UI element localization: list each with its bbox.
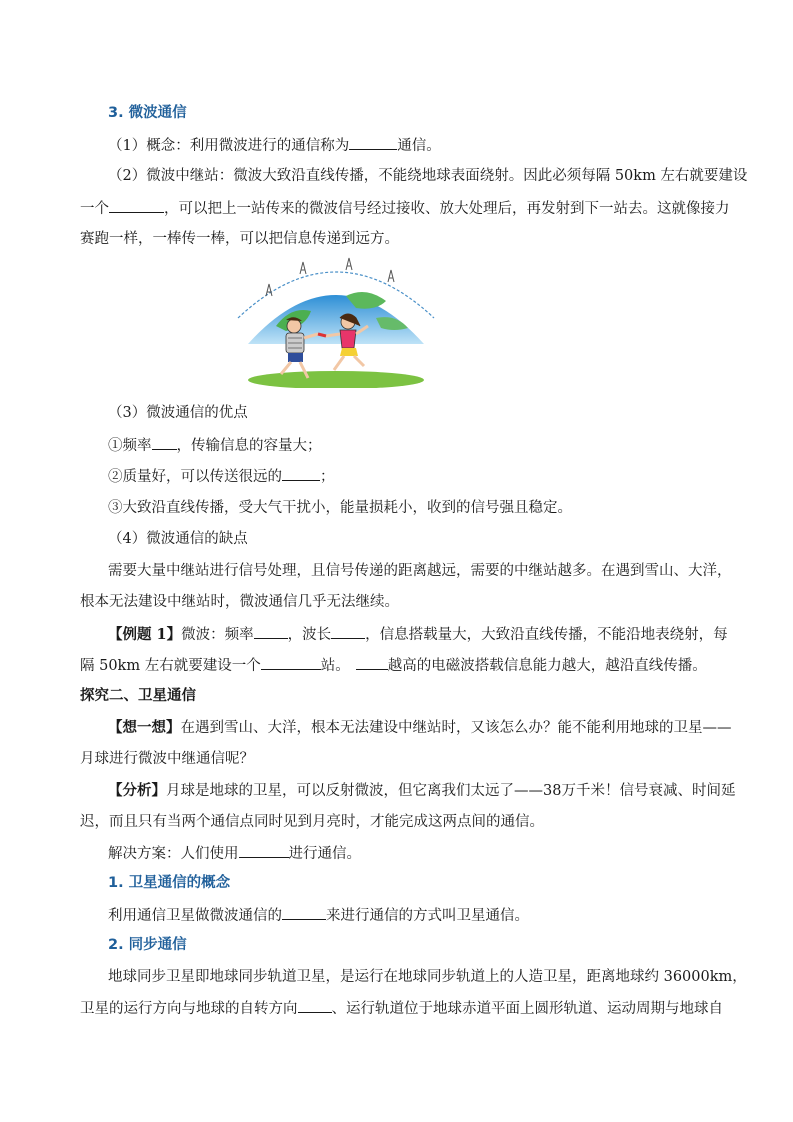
text: 站。 — [320, 658, 350, 674]
text: 利用通信卫星做微波通信的 — [108, 908, 282, 924]
text: （1）概念：利用微波进行的通信称为 — [108, 138, 350, 154]
answer-blank[interactable] — [254, 624, 288, 639]
text: 月球是地球的卫星，可以反射微波，但它离我们太远了——38万千米！信号衰减、时间延 — [166, 783, 736, 799]
solution-line — [108, 843, 361, 864]
relay-line-1: （2）微波中继站：微波大致沿直线传播，不能绕地球表面绕射。因此必须每隔 50km 左右就要建设 — [108, 168, 748, 184]
disadvantages-title: （4）微波通信的缺点 — [108, 531, 248, 547]
relay-baton — [318, 334, 326, 336]
text: 在遇到雪山、大洋，根本无法建设中继站时，又该怎么办？能不能利用地球的卫星—— — [180, 720, 732, 736]
section-3-title: 3. 微波通信 — [108, 105, 187, 121]
answer-blank[interactable] — [109, 198, 164, 213]
text: 、运行轨道位于地球赤道平面上圆形轨道、运动周期与地球自 — [331, 1001, 723, 1017]
think-line-2: 月球进行微波中继通信呢？ — [80, 751, 254, 767]
analysis-label: 【分析】 — [108, 782, 166, 799]
answer-blank[interactable] — [349, 135, 397, 150]
relay-tower-icon — [266, 258, 394, 296]
advantages-title: （3）微波通信的优点 — [108, 405, 248, 421]
text: 卫星的运行方向与地球的自转方向 — [80, 1001, 298, 1017]
relay-race-illustration — [236, 256, 436, 388]
answer-blank[interactable] — [239, 843, 289, 858]
answer-blank[interactable] — [298, 998, 332, 1013]
sync-line-1: 地球同步卫星即地球同步轨道卫星，是运行在地球同步轨道上的人造卫星，距离地球约 36000km， — [108, 969, 747, 985]
text: ； — [320, 469, 335, 485]
think-line-1 — [108, 718, 732, 738]
concept-line — [108, 135, 441, 156]
advantage-3: ③大致沿直线传播，受大气干扰小，能量损耗小，收到的信号强且稳定。 — [108, 500, 572, 516]
satellite-concept-line — [108, 905, 529, 926]
answer-blank[interactable] — [261, 655, 321, 670]
satellite-concept-heading: 1. 卫星通信的概念 — [108, 875, 231, 891]
text: ①频率 — [108, 438, 152, 454]
relay-line-3: 赛跑一样，一棒传一棒，可以把信息传递到远方。 — [80, 231, 399, 247]
text: ②质量好，可以传送很远的 — [108, 469, 282, 485]
text: 一个 — [80, 201, 109, 217]
answer-blank[interactable] — [282, 466, 320, 481]
text: ，波长 — [287, 627, 332, 643]
text: 解决方案：人们使用 — [108, 846, 239, 862]
text: ，信息搭载量大，大致沿直线传播，不能沿地表绕射，每 — [365, 627, 728, 643]
text: 进行通信。 — [288, 846, 361, 862]
advantage-2 — [108, 466, 335, 487]
text: ，可以把上一站传来的微波信号经过接收、放大处理后，再发射到下一站去。这就像接力 — [164, 201, 730, 217]
disadvantage-line-2: 根本无法建设中继站时，微波通信几乎无法继续。 — [80, 594, 399, 610]
think-label: 【想一想】 — [108, 719, 181, 736]
example-1-line-2 — [80, 655, 707, 676]
earth-globe — [248, 295, 424, 344]
answer-blank[interactable] — [331, 624, 365, 639]
answer-blank[interactable] — [282, 905, 326, 920]
text: 微波：频率 — [181, 627, 254, 643]
text: 通信。 — [397, 138, 441, 154]
text: 隔 50km 左右就要建设一个 — [80, 658, 261, 674]
relay-line-2 — [80, 198, 730, 219]
example-label: 【例题 1】 — [108, 626, 182, 643]
text: ，传输信息的容量大； — [176, 438, 322, 454]
sync-line-2 — [80, 998, 723, 1019]
grass-ground — [248, 371, 424, 388]
analysis-line-1 — [108, 781, 735, 801]
explore-2-title: 探究二、卫星通信 — [80, 687, 196, 704]
text: 来进行通信的方式叫卫星通信。 — [326, 908, 529, 924]
example-1-line-1 — [108, 624, 728, 645]
sync-comm-heading: 2. 同步通信 — [108, 937, 187, 953]
answer-blank[interactable] — [152, 435, 177, 450]
advantage-1 — [108, 435, 322, 456]
text: 越高的电磁波搭载信息能力越大，越沿直线传播。 — [387, 658, 707, 674]
disadvantage-line-1: 需要大量中继站进行信号处理，且信号传递的距离越远，需要的中继站越多。在遇到雪山、大洋， — [108, 563, 732, 579]
analysis-line-2: 迟，而且只有当两个通信点同时见到月亮时，才能完成这两点间的通信。 — [80, 814, 544, 830]
answer-blank[interactable] — [356, 655, 388, 670]
